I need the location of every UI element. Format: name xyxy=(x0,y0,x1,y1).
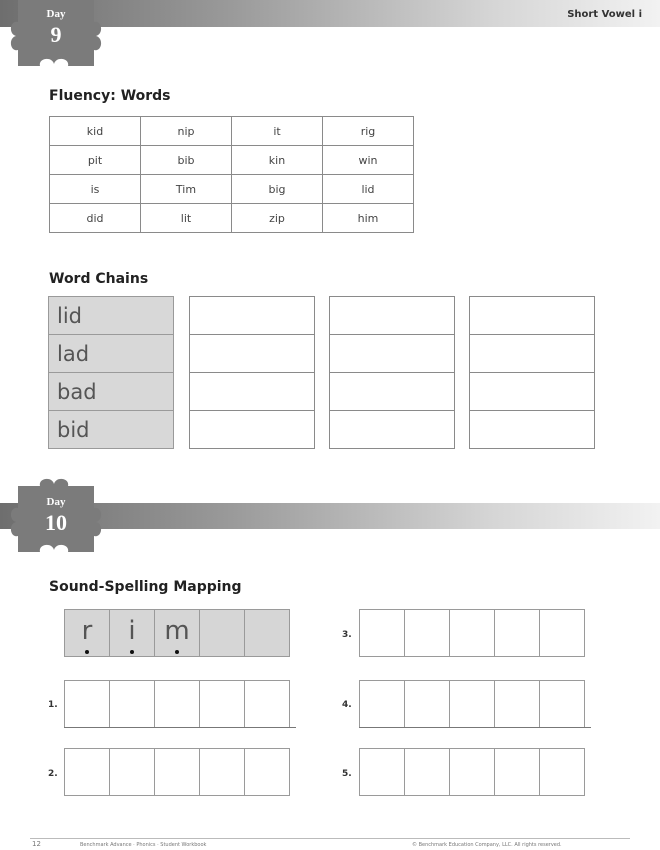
table-row xyxy=(50,117,414,146)
answer-box[interactable] xyxy=(539,680,585,728)
write-cell[interactable] xyxy=(329,296,455,335)
word-cell: did xyxy=(50,204,141,233)
answer-box[interactable] xyxy=(244,748,290,796)
chain-word: lid xyxy=(57,304,82,328)
chain-word: lad xyxy=(57,342,90,366)
write-cell[interactable] xyxy=(189,335,315,373)
write-chain-column xyxy=(329,296,455,449)
word-cell: lit xyxy=(141,204,232,233)
answer-box[interactable] xyxy=(359,748,405,796)
answer-box[interactable] xyxy=(404,748,450,796)
answer-box[interactable] xyxy=(244,680,290,728)
word-cell: pit xyxy=(50,146,141,175)
day-10-badge xyxy=(10,476,102,556)
mapping-title: Sound-Spelling Mapping xyxy=(49,579,242,595)
chain-cell xyxy=(48,373,174,411)
item-number: 4. xyxy=(342,700,352,710)
word-cell: big xyxy=(232,175,323,204)
chain-cell xyxy=(48,411,174,449)
answer-box[interactable] xyxy=(404,609,450,657)
answer-box[interactable] xyxy=(359,680,405,728)
day-number: 10 xyxy=(45,510,67,535)
day-9-badge xyxy=(10,0,102,70)
footer-rule xyxy=(30,838,630,839)
answer-box[interactable] xyxy=(494,748,540,796)
answer-box[interactable] xyxy=(199,680,245,728)
answer-box[interactable] xyxy=(494,609,540,657)
word-cell: kin xyxy=(232,146,323,175)
word-cell: Tim xyxy=(141,175,232,204)
item-number: 2. xyxy=(48,769,58,779)
sound-dot xyxy=(175,650,179,654)
item-number: 5. xyxy=(342,769,352,779)
answer-box-row xyxy=(359,680,585,728)
write-cell[interactable] xyxy=(329,335,455,373)
word-cell: him xyxy=(323,204,414,233)
letter-box xyxy=(109,609,155,657)
letter: r xyxy=(81,616,93,646)
letter-box xyxy=(244,609,290,657)
chain-cell xyxy=(48,296,174,335)
chain-cell xyxy=(48,335,174,373)
sound-dot xyxy=(130,650,134,654)
letter: i xyxy=(128,616,136,646)
word-cell: lid xyxy=(323,175,414,204)
footer-right-text: © Benchmark Education Company, LLC. All rights reserved. xyxy=(412,842,562,848)
answer-box-row xyxy=(359,609,585,657)
answer-box-row xyxy=(64,680,290,728)
answer-box[interactable] xyxy=(199,748,245,796)
given-chain-column xyxy=(48,296,174,449)
writing-line xyxy=(359,727,591,728)
write-cell[interactable] xyxy=(189,373,315,411)
chain-word: bid xyxy=(57,418,90,442)
day-label: Day xyxy=(46,496,66,508)
word-cell: bib xyxy=(141,146,232,175)
write-chain-column xyxy=(469,296,595,449)
answer-box[interactable] xyxy=(449,680,495,728)
answer-box[interactable] xyxy=(404,680,450,728)
word-cell: is xyxy=(50,175,141,204)
write-cell[interactable] xyxy=(329,411,455,449)
letter-box xyxy=(199,609,245,657)
answer-box[interactable] xyxy=(359,609,405,657)
table-row xyxy=(50,146,414,175)
write-cell[interactable] xyxy=(189,296,315,335)
fluency-table xyxy=(49,116,414,233)
footer-left-text: Benchmark Advance · Phonics · Student Workbook xyxy=(80,842,207,848)
answer-box[interactable] xyxy=(64,680,110,728)
answer-box-row xyxy=(359,748,585,796)
write-cell[interactable] xyxy=(469,335,595,373)
answer-box[interactable] xyxy=(539,748,585,796)
answer-box[interactable] xyxy=(154,680,200,728)
writing-line xyxy=(64,727,296,728)
page-number: 12 xyxy=(32,840,41,848)
item-number: 1. xyxy=(48,700,58,710)
write-cell[interactable] xyxy=(469,411,595,449)
answer-box[interactable] xyxy=(539,609,585,657)
day-label: Day xyxy=(46,8,66,20)
answer-box[interactable] xyxy=(64,748,110,796)
chain-word: bad xyxy=(57,380,97,404)
table-row xyxy=(50,204,414,233)
write-cell[interactable] xyxy=(469,373,595,411)
answer-box[interactable] xyxy=(109,680,155,728)
answer-box-row xyxy=(64,748,290,796)
write-cell[interactable] xyxy=(469,296,595,335)
day-number: 9 xyxy=(50,22,62,47)
example-box-row xyxy=(64,609,290,657)
word-cell: rig xyxy=(323,117,414,146)
letter-box xyxy=(64,609,110,657)
letter: m xyxy=(164,616,190,646)
word-chains-title: Word Chains xyxy=(49,271,149,287)
answer-box[interactable] xyxy=(154,748,200,796)
answer-box[interactable] xyxy=(449,609,495,657)
write-chain-column xyxy=(189,296,315,449)
letter-box xyxy=(154,609,200,657)
word-cell: nip xyxy=(141,117,232,146)
word-cell: zip xyxy=(232,204,323,233)
running-title: Short Vowel i xyxy=(567,9,642,20)
sound-dot xyxy=(85,650,89,654)
word-cell: kid xyxy=(50,117,141,146)
fluency-title: Fluency: Words xyxy=(49,88,171,104)
answer-box[interactable] xyxy=(449,748,495,796)
write-cell[interactable] xyxy=(189,411,315,449)
answer-box[interactable] xyxy=(494,680,540,728)
word-cell: win xyxy=(323,146,414,175)
write-cell[interactable] xyxy=(329,373,455,411)
table-row xyxy=(50,175,414,204)
item-number: 3. xyxy=(342,630,352,640)
word-cell: it xyxy=(232,117,323,146)
answer-box[interactable] xyxy=(109,748,155,796)
